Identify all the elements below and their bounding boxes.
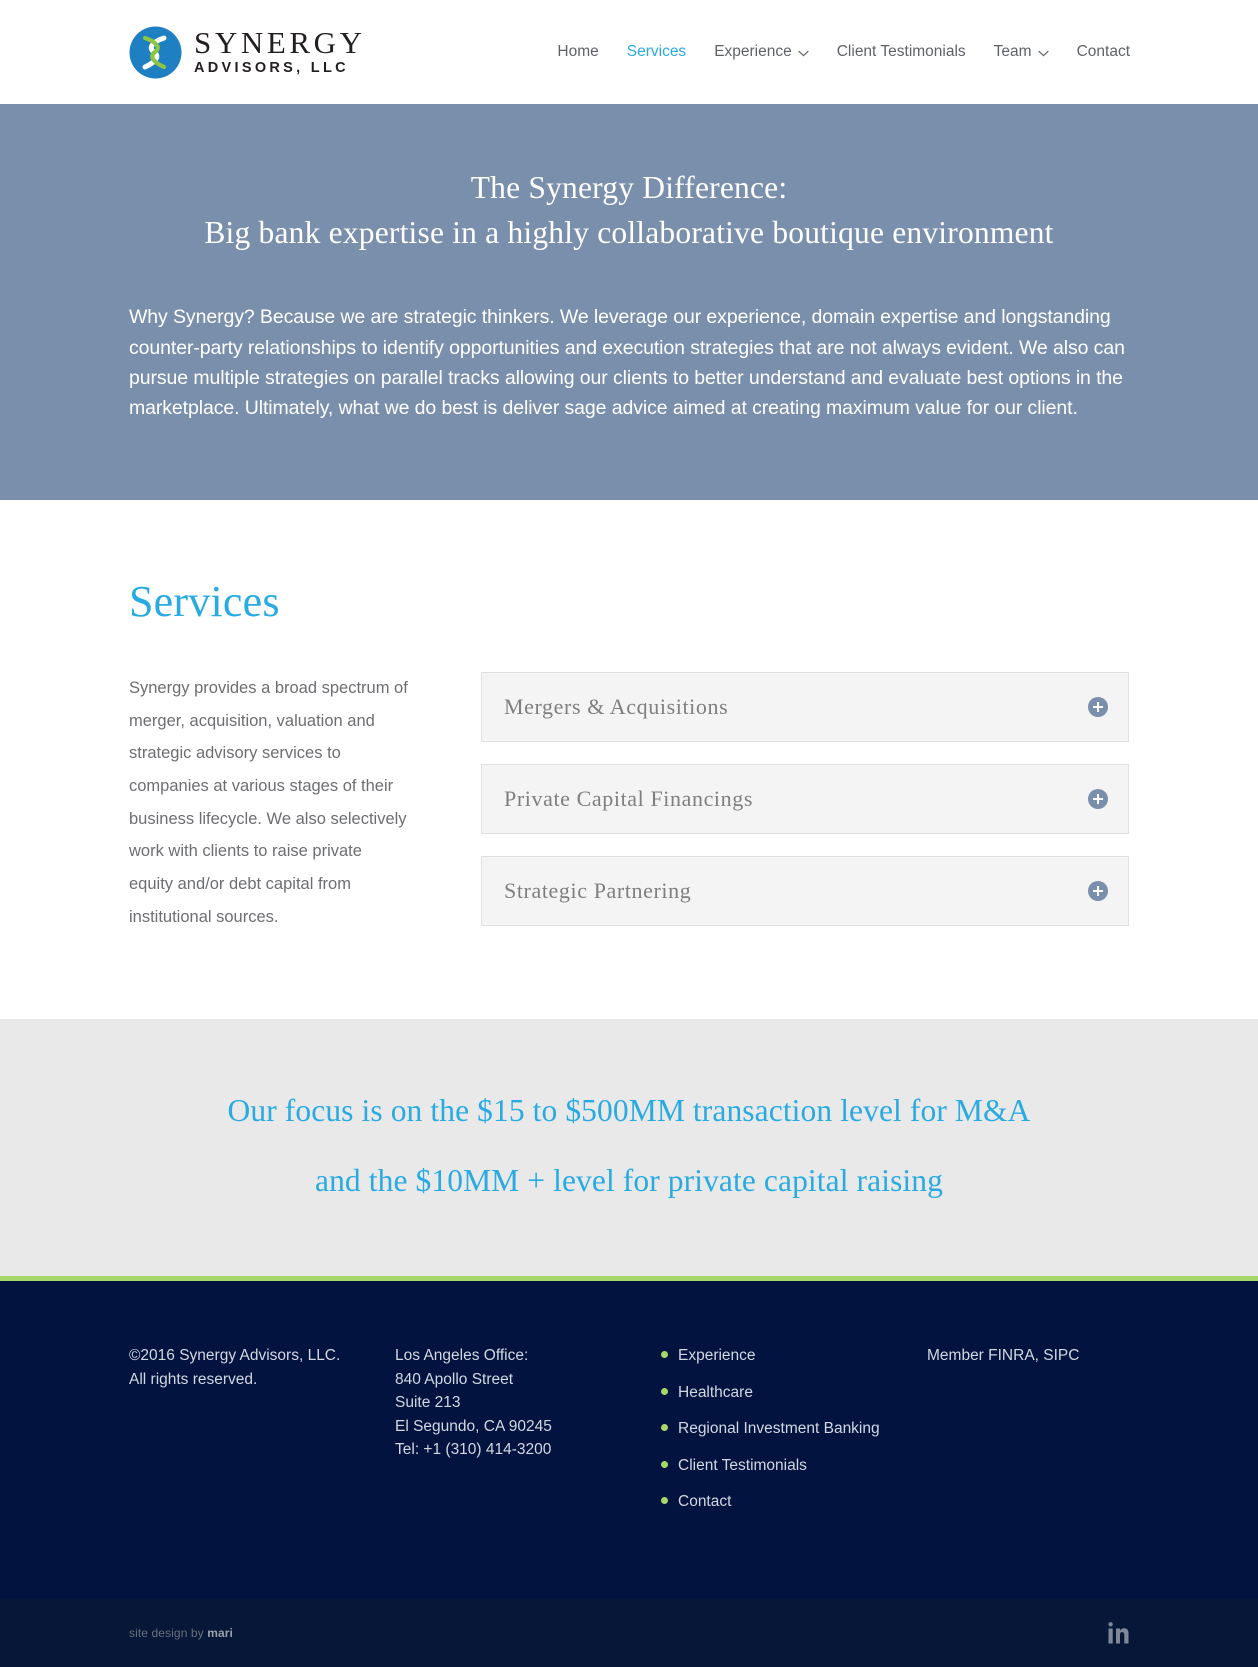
focus-statement-line-2: and the $10MM + level for private capital raising bbox=[315, 1162, 943, 1198]
accordion-item-private-capital-financings[interactable] bbox=[481, 764, 1129, 834]
footer-container bbox=[129, 1344, 1129, 1599]
footer-copyright-column bbox=[129, 1344, 395, 1391]
hero-heading-line-2: Big bank expertise in a highly collaborative boutique environment bbox=[204, 214, 1054, 250]
office-suite: Suite 213 bbox=[395, 1394, 461, 1412]
accordion-item-strategic-partnering[interactable] bbox=[481, 856, 1129, 926]
nav-item-experience[interactable] bbox=[700, 43, 823, 61]
footer-link-experience[interactable]: Experience bbox=[678, 1347, 756, 1365]
site-credit-prefix: site design by bbox=[129, 1625, 208, 1640]
services-accordion bbox=[481, 672, 1129, 926]
site-credit bbox=[129, 1626, 233, 1640]
site-credit-name: mari bbox=[207, 1625, 233, 1640]
footer-bottom-container bbox=[129, 1621, 1129, 1645]
nav-item-contact[interactable] bbox=[1063, 43, 1130, 61]
services-intro-text: Synergy provides a broad spectrum of merger, acquisition, valuation and strategic advisory services to companies at various stages of their business lifecycle. We also selectively work with clients to raise private equity and/or debt capital from institutional sources. bbox=[129, 679, 408, 926]
accordion-title: Mergers & Acquisitions bbox=[504, 694, 729, 719]
nav-label: Experience bbox=[714, 43, 792, 60]
bullet-icon bbox=[661, 1497, 668, 1504]
bullet-icon bbox=[661, 1351, 668, 1358]
footer-columns bbox=[129, 1344, 1129, 1599]
nav-item-client-testimonials[interactable] bbox=[823, 43, 980, 61]
membership-text: Member FINRA, SIPC bbox=[927, 1347, 1080, 1365]
synergy-helix-circle-logo-icon bbox=[128, 25, 183, 80]
accordion-title: Strategic Partnering bbox=[504, 878, 692, 903]
site-header bbox=[0, 0, 1258, 104]
services-accordion-column bbox=[429, 672, 1129, 926]
footer-link-list bbox=[661, 1344, 927, 1514]
logo-wordmark bbox=[194, 24, 366, 77]
copyright-line-2: All rights reserved. bbox=[129, 1370, 258, 1388]
plus-circle-icon[interactable] bbox=[1088, 789, 1108, 809]
hero-section bbox=[0, 104, 1258, 500]
plus-circle-icon[interactable] bbox=[1088, 697, 1108, 717]
nav-label: Services bbox=[626, 43, 687, 60]
footer-address-column bbox=[395, 1344, 661, 1462]
chevron-down-icon bbox=[1038, 50, 1049, 57]
site-logo[interactable] bbox=[128, 25, 366, 80]
list-item bbox=[661, 1454, 927, 1478]
office-label: Los Angeles Office: bbox=[395, 1347, 529, 1365]
bullet-icon bbox=[661, 1388, 668, 1395]
office-city-state-zip: El Segundo, CA 90245 bbox=[395, 1417, 552, 1435]
nav-label: Contact bbox=[1076, 43, 1130, 60]
footer-links-column bbox=[661, 1344, 927, 1527]
office-phone: Tel: +1 (310) 414-3200 bbox=[395, 1441, 552, 1459]
footer-link-contact[interactable]: Contact bbox=[678, 1493, 732, 1511]
page-title: Services bbox=[129, 577, 280, 626]
focus-container bbox=[129, 1095, 1129, 1196]
services-container bbox=[129, 577, 1129, 933]
footer-link-healthcare[interactable]: Healthcare bbox=[678, 1383, 753, 1401]
footer-bottom-bar bbox=[0, 1599, 1258, 1667]
nav-item-team[interactable] bbox=[980, 43, 1063, 61]
accordion-title: Private Capital Financings bbox=[504, 786, 754, 811]
chevron-down-icon bbox=[798, 50, 809, 57]
office-street: 840 Apollo Street bbox=[395, 1370, 514, 1388]
copyright-line-1: ©2016 Synergy Advisors, LLC. bbox=[129, 1347, 341, 1365]
list-item bbox=[661, 1381, 927, 1405]
footer-membership-column bbox=[927, 1344, 1129, 1368]
list-item bbox=[661, 1490, 927, 1514]
list-item bbox=[661, 1417, 927, 1441]
focus-statement-section bbox=[0, 1019, 1258, 1276]
nav-item-services[interactable] bbox=[613, 43, 700, 61]
logo-title: SYNERGY bbox=[194, 24, 366, 60]
main-navigation bbox=[543, 43, 1130, 61]
linkedin-icon[interactable] bbox=[1107, 1621, 1129, 1645]
focus-statement-line-1: Our focus is on the $15 to $500MM transaction level for M&A bbox=[227, 1093, 1031, 1129]
logo-subtitle: ADVISORS, LLC bbox=[194, 59, 349, 76]
site-footer bbox=[0, 1281, 1258, 1667]
bullet-icon bbox=[661, 1424, 668, 1431]
social-links bbox=[1107, 1621, 1129, 1645]
nav-label: Home bbox=[557, 43, 599, 60]
bullet-icon bbox=[661, 1461, 668, 1468]
nav-label: Client Testimonials bbox=[836, 43, 966, 60]
services-intro-column bbox=[129, 672, 429, 933]
nav-item-home[interactable] bbox=[543, 43, 612, 61]
footer-link-client-testimonials[interactable]: Client Testimonials bbox=[678, 1456, 807, 1474]
nav-label: Team bbox=[993, 43, 1032, 60]
list-item bbox=[661, 1344, 927, 1368]
accordion-item-mergers-acquisitions[interactable] bbox=[481, 672, 1129, 742]
hero-heading-line-1: The Synergy Difference: bbox=[470, 170, 788, 205]
services-section bbox=[0, 500, 1258, 1019]
hero-heading bbox=[129, 166, 1129, 255]
services-grid bbox=[129, 672, 1129, 933]
hero-body-text: Why Synergy? Because we are strategic thinkers. We leverage our experience, domain expertise and longstanding counter-party relationships to identify opportunities and execution strategies that are not always evident. We also can pursue multiple strategies on parallel tracks allowing our clients to better understand and evaluate best options in the marketplace. Ultimately, what we do best is deliver sage advice aimed at creating maximum value for our client. bbox=[129, 306, 1125, 420]
footer-link-regional-investment-banking[interactable]: Regional Investment Banking bbox=[678, 1420, 880, 1438]
hero-container bbox=[129, 166, 1129, 423]
plus-circle-icon[interactable] bbox=[1088, 881, 1108, 901]
